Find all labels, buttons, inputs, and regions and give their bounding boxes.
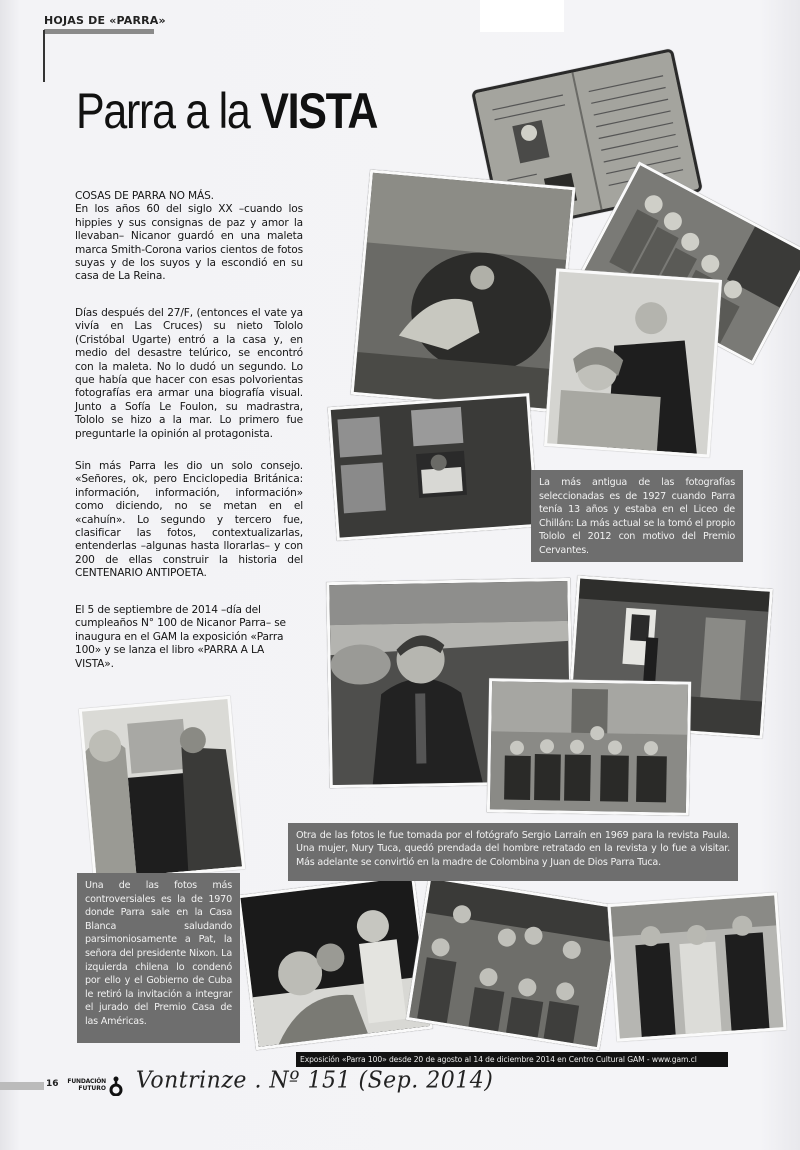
title-bold: VISTA — [260, 83, 378, 139]
caption-white-house-photo: Una de las fotos más controversiales es la de 1970 donde Parra sale en la Casa Blanca saludando parsimoniosamente a Pat, la señora del presidente Nixon. La izquierda chilena lo condenó por ello y el Gobierno de Cuba le retiró la invitación a integrar el jurado del Premio Casa de las Américas. — [77, 873, 240, 1043]
footer-rule — [0, 1082, 44, 1090]
caption-oldest-photo: La más antigua de las fotografías seleccionadas es de 1927 cuando Parra tenía 13 años y estaba en el Liceo de Chillán: La más actual se la tomó el propio Tololo el 2012 con motivo del Premio Cervantes. — [531, 470, 743, 562]
paragraph-1: En los años 60 del siglo XX –cuando los hippies y sus consignas de paz y amor la llevaban– Nicanor guardó en una maleta marca Smith-Corona varios cientos de fotos suyas y de los suyos y la escondió en su casa de La Reina. — [75, 203, 303, 283]
photo-group-seated — [487, 678, 691, 816]
title-light: Parra a la — [76, 83, 261, 139]
section-label: HOJAS DE «PARRA» — [44, 14, 166, 27]
logo-line-1: FUNDACIÓN — [67, 1078, 106, 1085]
article-paragraph-1 — [75, 190, 303, 284]
photo-couple — [544, 268, 722, 457]
photo-man-at-window — [328, 393, 539, 541]
article-paragraph-3 — [75, 460, 303, 581]
section-rule — [44, 29, 154, 34]
paragraph-3: Sin más Parra les dio un solo consejo. «Señores, ok, pero Enciclopedia Británica: información, información, información» como diciendo, no se metan en el «cahuín». Lo segundo y tercero fue, clasificar las fotos, contextualizarlas, entenderlas –algunas hasta llorarlas– y con 200 de ellas construir la historia del CENTENARIO ANTIPOETA. — [75, 460, 303, 580]
photo-parra-with-children — [237, 874, 433, 1051]
handwritten-source-note: Vontrinze . Nº 151 (Sep. 2014) — [136, 1067, 494, 1094]
paragraph-2: Días después del 27/F, (entonces el vate ya vivía en Las Cruces) su nieto Tololo (Cristóbal Ugarte) entró a la casa y, en medio del desastre telúrico, se encontró con la maleta. No lo dudó un segundo. Lo que había que hacer con esas polvorientas fotografías era armar una biografía visual. Junto a Sofía Le Foulon, su madrastra, Tololo se hizo a la mar. Lo primero fue preguntarle la opinión al protagonista. — [75, 307, 303, 440]
photo-family-gathering — [406, 876, 622, 1051]
lead-heading: COSAS DE PARRA NO MÁS. — [75, 190, 214, 202]
logo-line-2: FUTURO — [78, 1085, 106, 1092]
logo-mark-icon — [108, 1076, 124, 1096]
article-paragraph-2 — [75, 307, 303, 441]
paragraph-4: El 5 de septiembre de 2014 –día del cumpleaños N° 100 de Nicanor Parra– se inaugura en el GAM la exposición «Parra 100» y se lanza el libro «PARRA A LA VISTA». — [75, 604, 286, 670]
caption-larrain-photo: Otra de las fotos le fue tomada por el fotógrafo Sergio Larraín en 1969 para la revista Paula. Una mujer, Nury Tuca, quedó prendada del hombre retratado en la revista y lo fue a visitar. Más adelante se convirtió en la madre de Colombina y Juan de Dios Parra Tuca. — [288, 823, 738, 881]
photo-boy-with-dog — [351, 169, 576, 412]
page-number: 16 — [46, 1079, 59, 1089]
exhibition-info-bar: Exposición «Parra 100» desde 20 de agosto al 14 de diciembre 2014 en Centro Cultural GAM - www.gam.cl — [296, 1052, 728, 1067]
scan-artifact — [480, 0, 564, 32]
photo-three-people — [607, 892, 786, 1042]
article-paragraph-4 — [75, 604, 303, 671]
page-title — [76, 83, 378, 139]
fundacion-futuro-logo — [64, 1076, 128, 1096]
section-vertical-rule — [43, 30, 45, 82]
photo-white-house — [79, 696, 246, 883]
